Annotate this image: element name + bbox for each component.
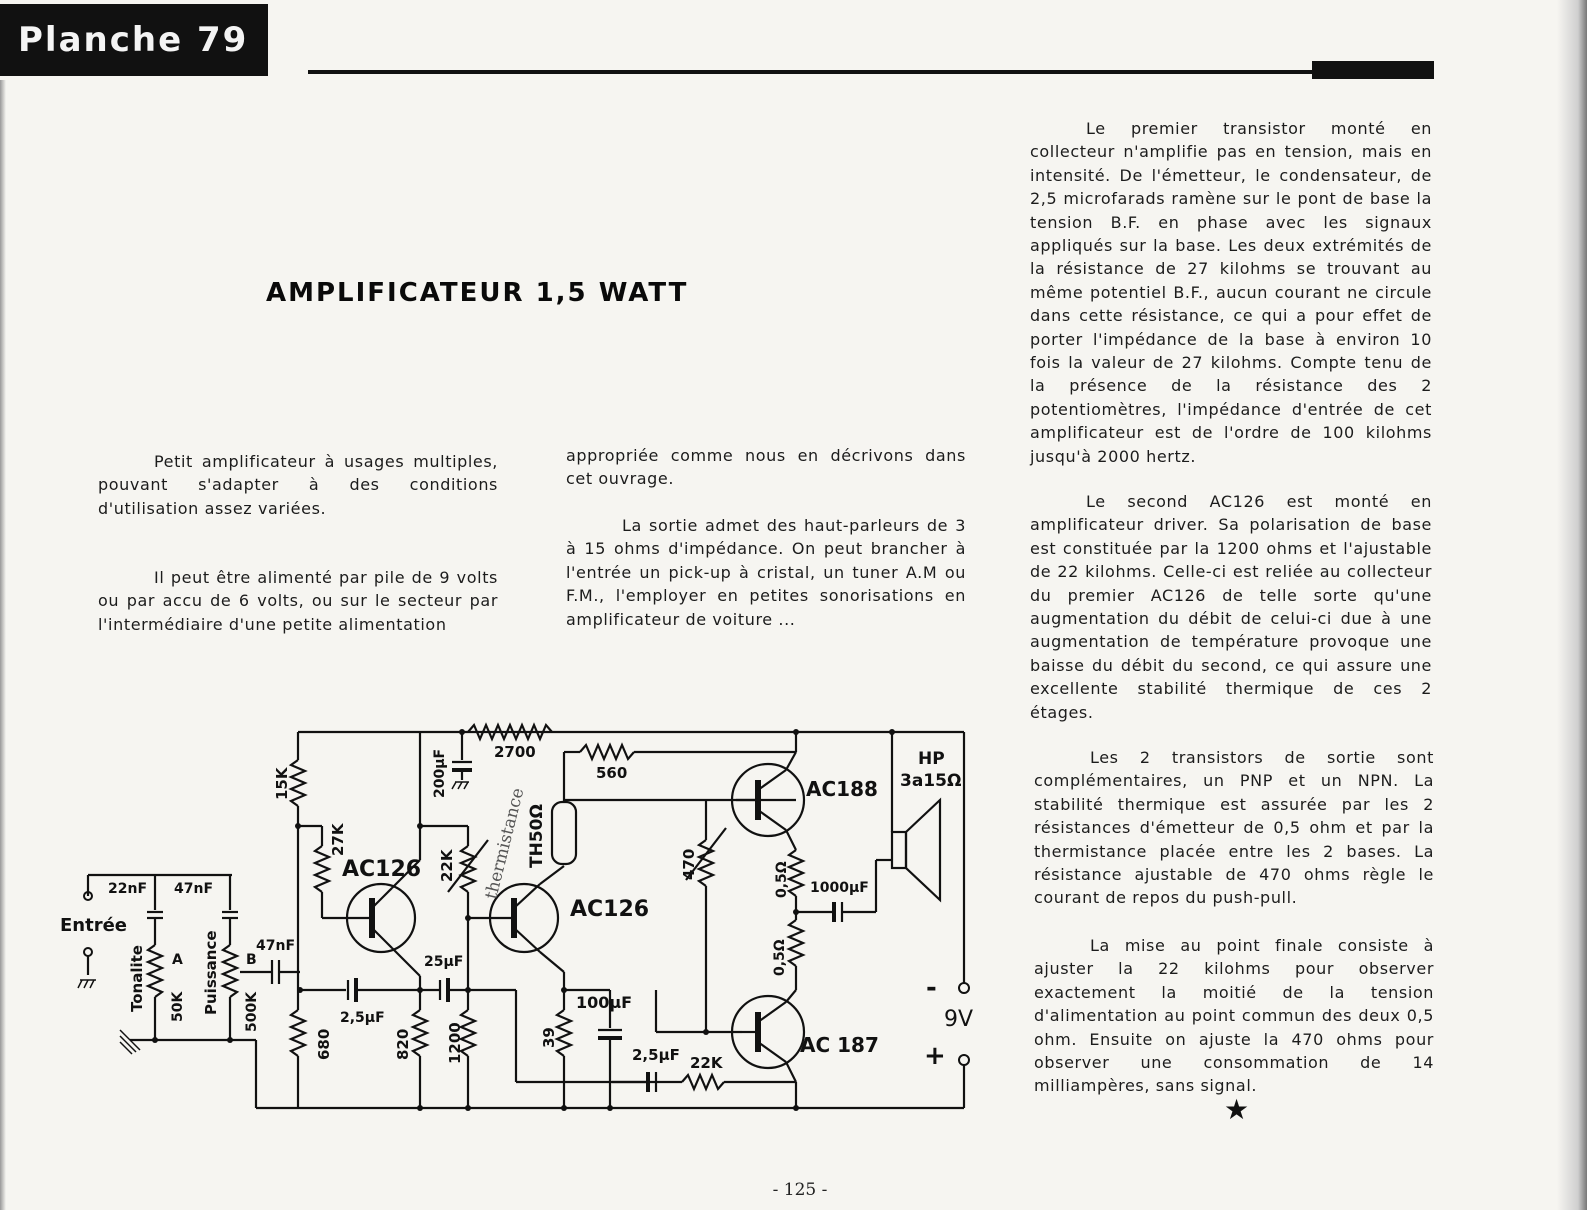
label-1000uf: 1000µF <box>810 880 869 896</box>
page-edge-shadow-right <box>1557 0 1587 1210</box>
label-pot-a: A <box>172 952 183 968</box>
label-plus: + <box>924 1041 946 1071</box>
label-100uf: 100µF <box>576 993 633 1012</box>
right-paragraph-1: Le premier transistor monté en collecteur n'amplifie pas en tension, mais en intensité. De l'émetteur, le condensateur, de 2,5 microfarads ramène sur le pont de base la tension B.F. en phase avec les signaux appliqués sur la base. Les deux extrémités de la résistance de 27 kilohms se trouvant au même potentiel B.F., aucun courant ne circule dans cette résistance, ce qui a pour effet de porter l'impédance de la base à environ 10 fois la valeur de 27 kilohms. Compte tenu de la présence de la résistance des 2 potentiomètres, l'impédance d'entrée de cet amplificateur est de l'ordre de 100 kilohms jusqu'à 2000 hertz. <box>1030 119 1432 466</box>
label-22nf: 22nF <box>108 881 148 897</box>
label-05-ohm-b: 0,5Ω <box>772 939 788 976</box>
label-ac126-2: AC126 <box>570 897 650 922</box>
label-22k: 22K <box>690 1054 723 1072</box>
label-47nf-a: 47nF <box>174 881 214 897</box>
label-05-ohm-a: 0,5Ω <box>774 861 790 898</box>
article-title: AMPLIFICATEUR 1,5 WATT <box>266 278 689 308</box>
mid-paragraph-1: appropriée comme nous en décrivons dans cet ouvrage. <box>566 446 966 489</box>
header-rule <box>308 70 1312 74</box>
planche-banner <box>0 4 268 76</box>
label-22k-adj: 22K <box>438 849 456 882</box>
label-500k: 500K <box>244 991 260 1032</box>
label-560: 560 <box>596 764 628 782</box>
right-paragraph-2: Le second AC126 est monté en amplificateur driver. Sa polarisation de base est constituée par la 1200 ohms et l'ajustable de 22 kilohms. Celle-ci est reliée au collecteur du premier AC126 de telle sorte qu'une augmentation du débit de celui-ci due à une augmentation de température provoque une baisse du débit du second, ce qui assure une excellente stabilité thermique de ces 2 étages. <box>1030 492 1432 722</box>
label-50k: 50K <box>170 991 186 1022</box>
mid-paragraph-2: La sortie admet des haut-parleurs de 3 à 15 ohms d'impédance. On peut brancher à l'entrée un pick-up à cristal, un tuner A.M ou F.M., l'employer en petites sonorisations en amplificateur de voiture ... <box>566 516 966 629</box>
label-470: 470 <box>680 848 698 880</box>
label-2700: 2700 <box>494 743 536 761</box>
label-15k: 15K <box>273 767 291 800</box>
label-25uf: 25µF <box>424 954 464 970</box>
label-9v: 9V <box>944 1007 974 1032</box>
label-entree: Entrée <box>60 915 128 936</box>
label-hp-impedance: 3a15Ω <box>900 771 962 791</box>
label-39: 39 <box>540 1027 558 1048</box>
label-handwritten-note: thermistance <box>481 786 529 902</box>
label-1200: 1200 <box>446 1022 464 1064</box>
header-rule-block <box>1312 61 1434 79</box>
label-27k: 27K <box>329 823 347 856</box>
label-2-5uf-b: 2,5µF <box>632 1046 680 1064</box>
label-680: 680 <box>315 1028 333 1060</box>
label-47nf-b: 47nF <box>256 938 296 954</box>
label-820: 820 <box>394 1028 412 1060</box>
label-th50: TH50Ω <box>527 804 547 868</box>
right-paragraph-4: La mise au point finale consiste à ajuster la 22 kilohms pour observer exactement la moitié de la tension d'alimentation au point commun des deux 0,5 ohm. Ensuite on ajuste la 470 ohms pour observer une consommation de 14 milliampères, sans signal. <box>1034 936 1434 1096</box>
amplifier-schematic <box>50 670 1000 1130</box>
label-minus: - <box>926 973 937 1003</box>
label-tonalite: Tonalite <box>128 945 146 1012</box>
page-number: - 125 - <box>772 1180 828 1200</box>
label-ac187: AC 187 <box>800 1033 879 1057</box>
planche-label: Planche 79 <box>18 20 249 60</box>
label-200uf: 200µF <box>432 748 448 798</box>
right-paragraph-3: Les 2 transistors de sortie sont complémentaires, un PNP et un NPN. La stabilité thermique est assurée par les 2 résistances d'émetteur de 0,5 ohm et par la thermistance placée entre les 2 bases. La résistance ajustable de 470 ohms règle le courant de repos du push-pull. <box>1034 748 1434 908</box>
label-pot-b: B <box>246 952 257 968</box>
left-paragraph-1: Petit amplificateur à usages multiples, pouvant s'adapter à des conditions d'utilisation assez variées. <box>98 452 498 518</box>
page-edge-shadow-left <box>0 80 6 1210</box>
label-2-5uf-a: 2,5µF <box>340 1010 385 1026</box>
end-star: ★ <box>1224 1093 1250 1126</box>
label-ac188: AC188 <box>806 777 878 801</box>
label-ac126-1: AC126 <box>342 857 422 882</box>
left-paragraph-2: Il peut être alimenté par pile de 9 volts ou par accu de 6 volts, ou sur le secteur par l'intermédiaire d'une petite alimentation <box>98 568 498 634</box>
label-hp: HP <box>918 749 945 769</box>
label-puissance: Puissance <box>202 930 220 1015</box>
